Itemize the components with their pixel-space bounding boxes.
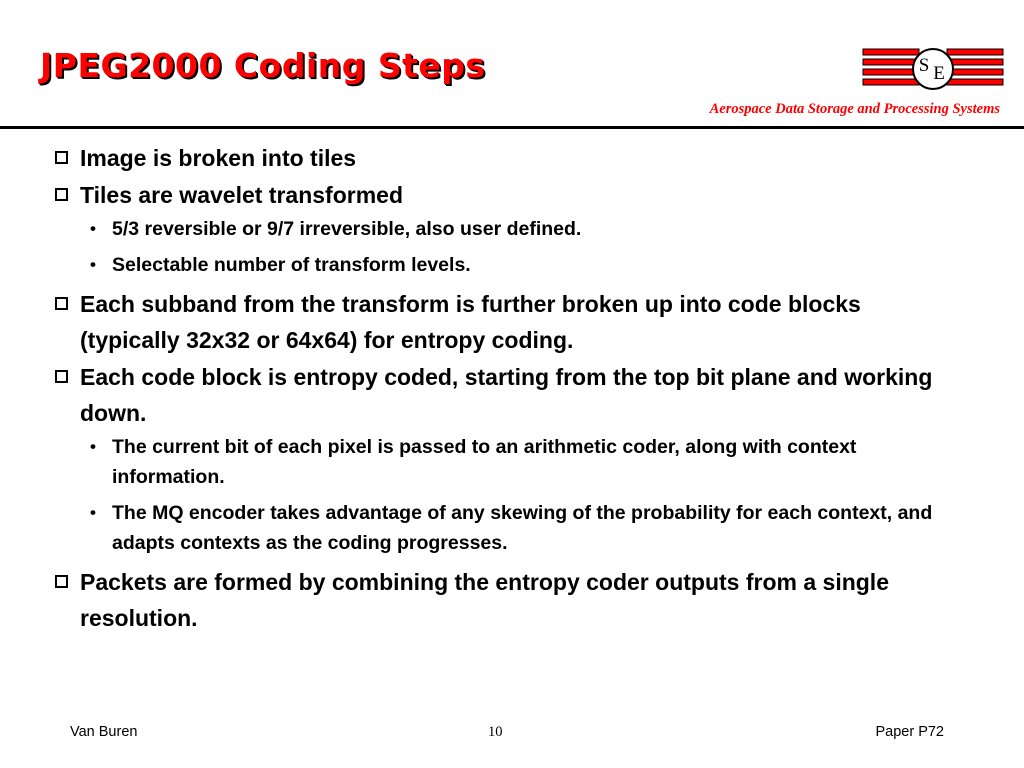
sub-bullet-text: 5/3 reversible or 9/7 irreversible, also user defined. [112,218,582,240]
slide-title: JPEG2000 Coding Steps [40,46,486,85]
dot-bullet-icon: • [90,437,96,456]
bullet-4 [54,359,964,431]
box-bullet-icon [55,575,68,588]
title-divider [0,126,1024,129]
dot-bullet-icon: • [90,255,96,274]
sub-bullet-text: The MQ encoder takes advantage of any skewing of the probability for each context, and adapts contexts as the coding progresses. [112,502,933,554]
box-bullet-icon [55,188,68,201]
company-tagline: Aerospace Data Storage and Processing Systems [709,101,1000,117]
bullet-text: Each subband from the transform is further broken up into code blocks (typically 32x32 or 64x64) for entropy coding. [80,291,861,353]
footer-page-number: 10 [488,724,503,740]
bullet-list [54,140,964,637]
logo-letter-s: S [918,55,930,76]
bullet-3 [54,286,964,358]
sub-bullet-text: Selectable number of transform levels. [112,254,471,276]
bullet-text: Packets are formed by combining the entropy coder outputs from a single resolution. [80,569,889,631]
dot-bullet-icon: • [90,219,96,238]
footer-paper-id: Paper P72 [875,724,944,740]
bullet-2 [54,177,964,213]
sub-bullet-4-1 [90,432,964,492]
box-bullet-icon [55,151,68,164]
bullet-text: Image is broken into tiles [80,145,357,171]
box-bullet-icon [55,370,68,383]
bullet-1 [54,140,964,176]
footer-author: Van Buren [70,724,138,740]
dot-bullet-icon: • [90,503,96,522]
bullet-text: Tiles are wavelet transformed [80,182,403,208]
bullet-text: Each code block is entropy coded, starting from the top bit plane and working down. [80,364,933,426]
se-logo [862,44,1004,96]
box-bullet-icon [55,297,68,310]
sub-bullet-2-2 [90,250,964,280]
bullet-5 [54,564,964,636]
sub-bullet-2-1 [90,214,964,244]
logo-letter-e: E [933,63,945,84]
sub-bullet-4-2 [90,498,964,558]
sub-bullet-text: The current bit of each pixel is passed to an arithmetic coder, along with context information. [112,436,857,488]
